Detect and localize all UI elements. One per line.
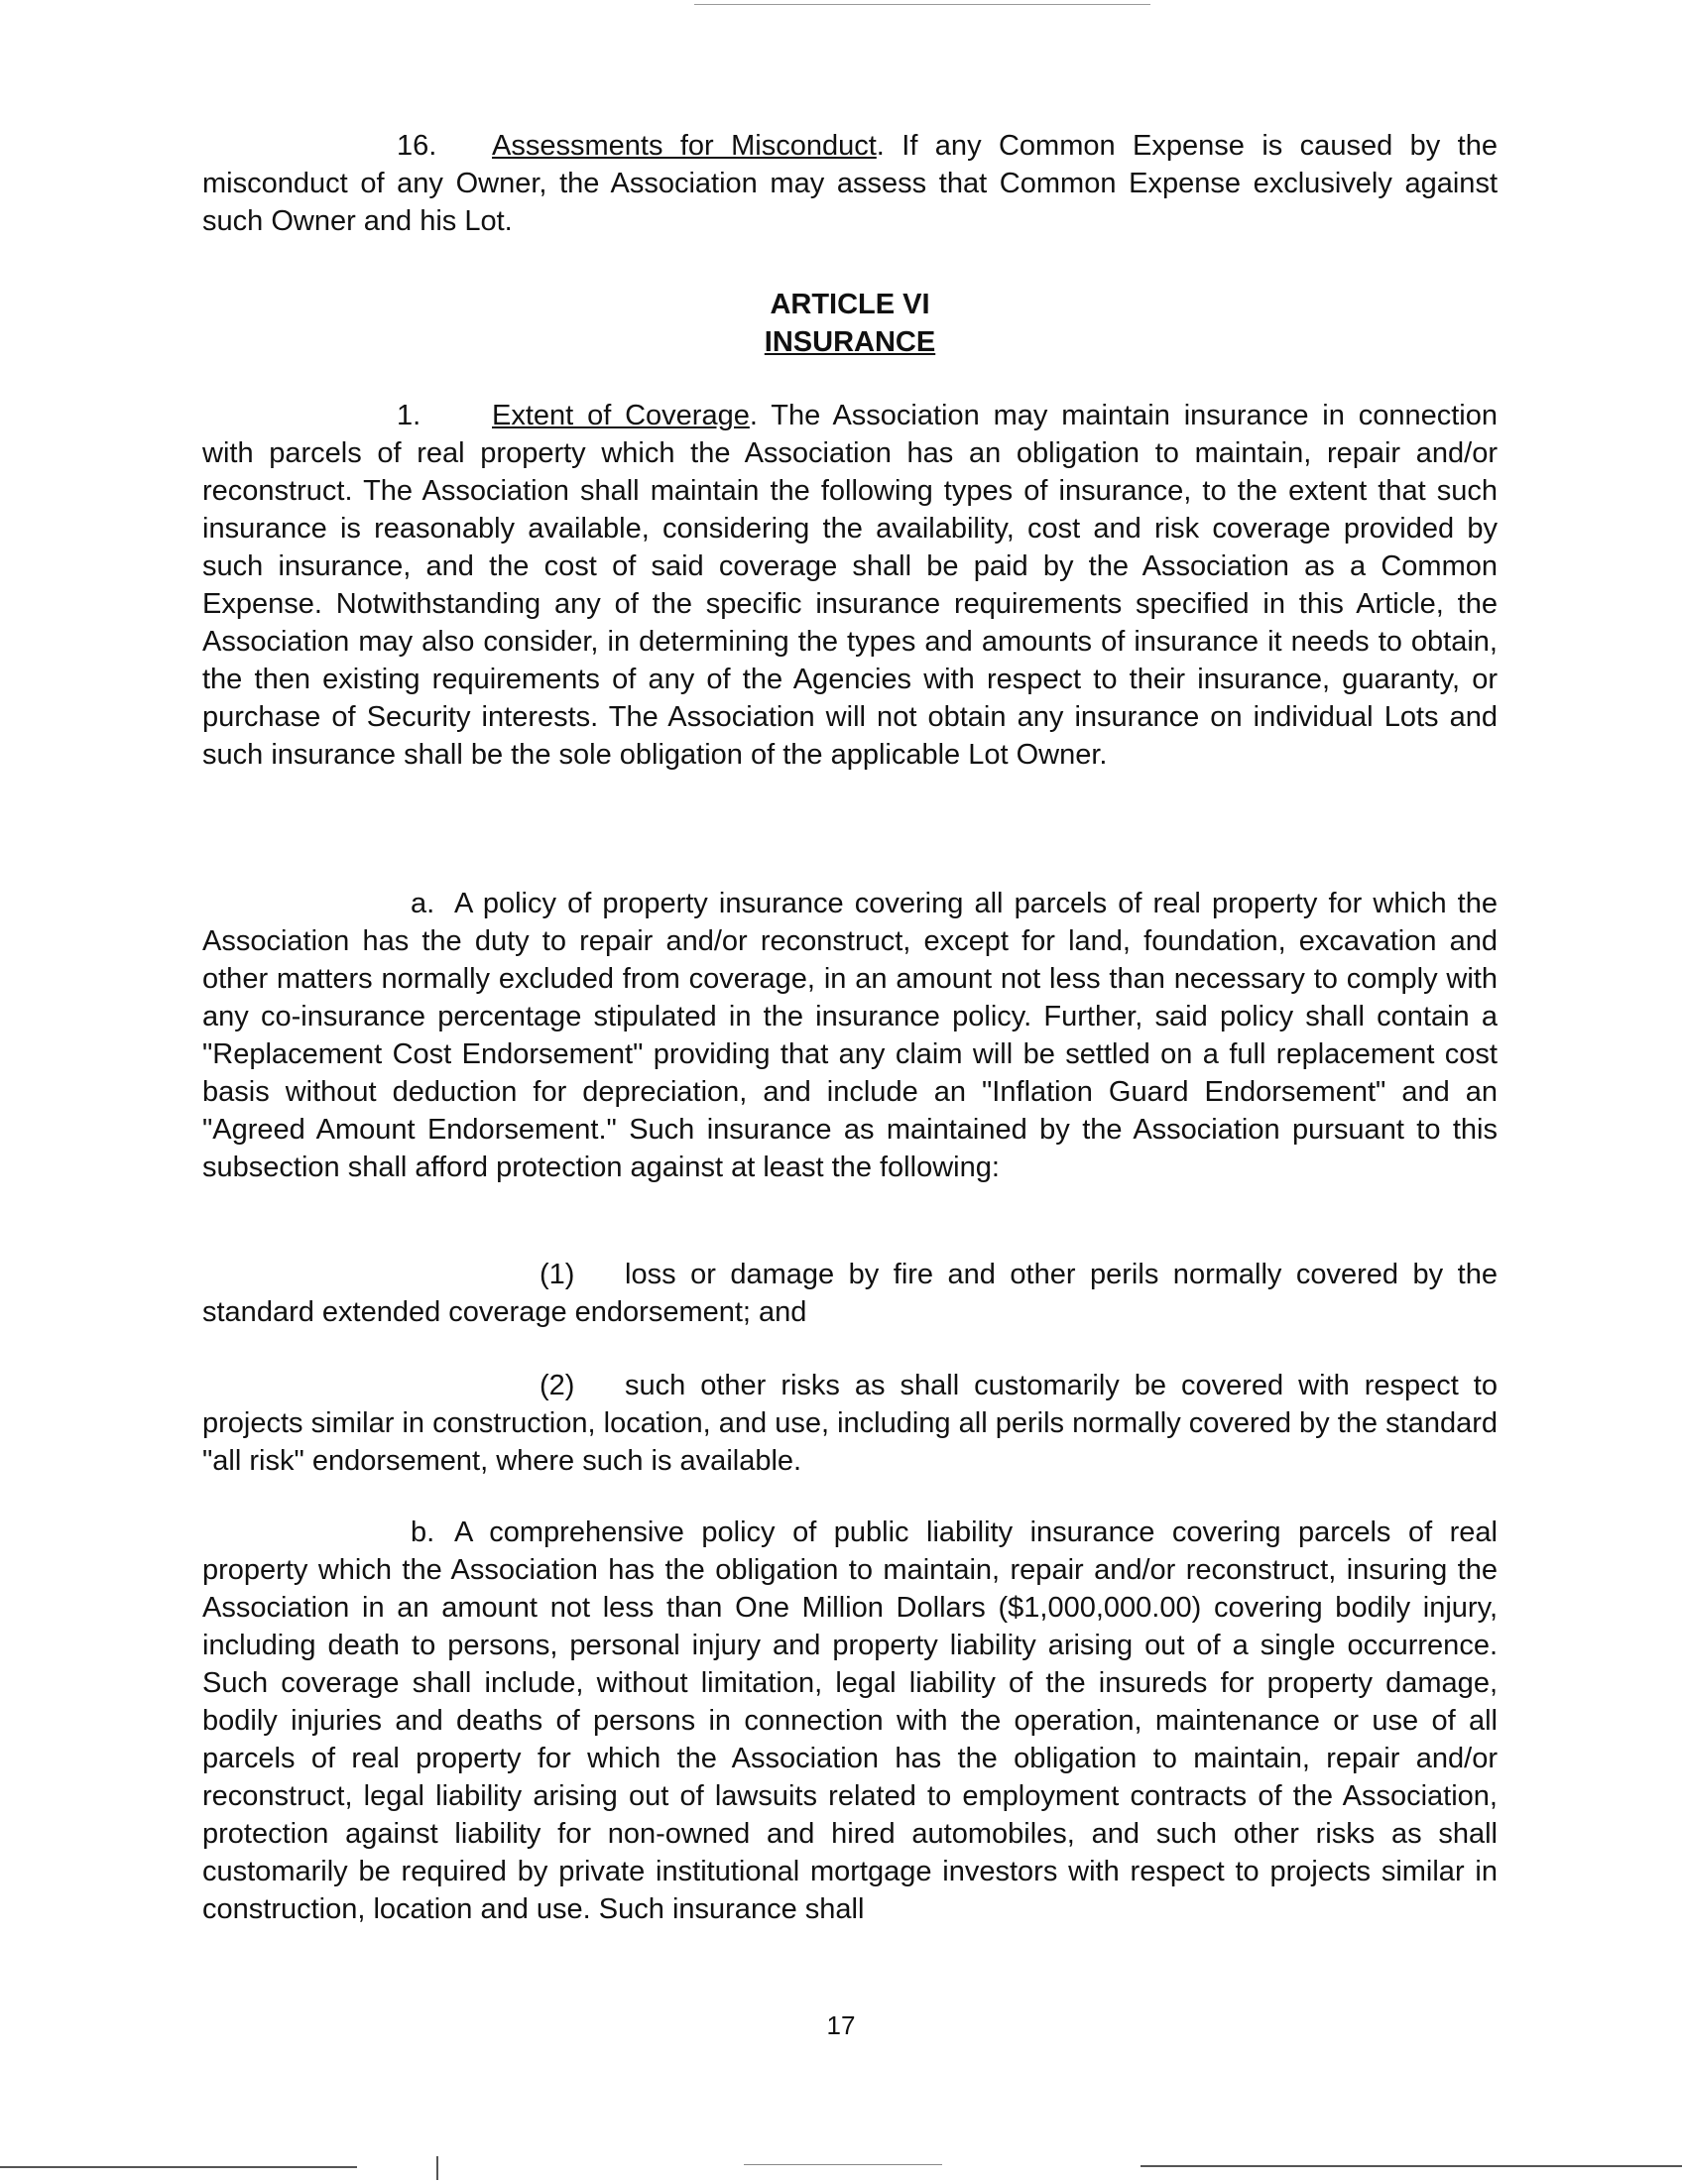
paragraph-a-letter: a.: [411, 888, 435, 919]
paragraph-1: [202, 397, 1498, 774]
item-1: [202, 1256, 1498, 1331]
paragraph-b-letter: b.: [411, 1517, 435, 1548]
article-label: ARTICLE VI: [770, 289, 930, 320]
paragraph-1-title: Extent of Coverage: [492, 400, 750, 431]
paragraph-16-number: 16.: [397, 130, 437, 162]
item-2: [202, 1367, 1498, 1480]
scan-artifact-tick: [436, 2156, 438, 2180]
item-2-text: such other risks as shall customarily be covered with respect to projects similar in construction, location, and use, including all perils normally covered by the standard "all risk" endorsement, where such is available.: [202, 1370, 1498, 1477]
paragraph-a-text: A policy of property insurance covering all parcels of real property for which the Association has the duty to repair and/or reconstruct, except for land, foundation, excavation and other matters normally excluded from coverage, in an amount not less than necessary to comply with any co-insurance percentage stipulated in the insurance policy. Further, said policy shall contain a "Replacement Cost Endorsement" providing that any claim will be settled on a full replacement cost basis without deduction for depreciation, and include an "Inflation Guard Endorsement" and an "Agreed Amount Endorsement." Such insurance as maintained by the Association pursuant to this subsection shall afford protection against at least the following:: [202, 888, 1498, 1183]
article-title: [202, 323, 1498, 361]
paragraph-16-title: Assessments for Misconduct: [492, 130, 877, 162]
paragraph-b: [202, 1514, 1498, 1928]
scan-artifact-bottom-mid: [744, 2164, 942, 2165]
item-2-number: (2): [540, 1370, 575, 1401]
scan-artifact-top: [694, 4, 1150, 5]
item-1-text: loss or damage by fire and other perils normally covered by the standard extended coverage endorsement; and: [202, 1259, 1498, 1328]
paragraph-1-number: 1.: [397, 400, 421, 431]
item-1-number: (1): [540, 1259, 575, 1290]
scan-artifact-bottom-right: [1141, 2165, 1682, 2167]
paragraph-b-text: A comprehensive policy of public liability insurance covering parcels of real property which the Association has the obligation to maintain, repair and/or reconstruct, insuring the Association in an amount not less than One Million Dollars ($1,000,000.00) covering bodily injury, including death to persons, personal injury and property liability arising out of a single occurrence. Such coverage shall include, without limitation, legal liability of the insureds for property damage, bodily injuries and deaths of persons in connection with the operation, maintenance or use of all parcels of real property for which the Association has the obligation to maintain, repair and/or reconstruct, legal liability arising out of lawsuits related to employment contracts of the Association, protection against liability for non-owned and hired automobiles, and such other risks as shall customarily be required by private institutional mortgage investors with respect to projects similar in construction, location and use. Such insurance shall: [202, 1517, 1498, 1925]
scan-artifact-bottom-left: [0, 2166, 357, 2168]
paragraph-1-text: . The Association may maintain insurance in connection with parcels of real property which the Association has an obligation to maintain, repair and/or reconstruct. The Association shall maintain the following types of insurance, to the extent that such insurance is reasonably available, considering the availability, cost and risk coverage provided by such insurance, and the cost of said coverage shall be paid by the Association as a Common Expense. Notwithstanding any of the specific insurance requirements specified in this Article, the Association may also consider, in determining the types and amounts of insurance it needs to obtain, the then existing requirements of any of the Agencies with respect to their insurance, guaranty, or purchase of Security interests. The Association will not obtain any insurance on individual Lots and such insurance shall be the sole obligation of the applicable Lot Owner.: [202, 400, 1498, 771]
article-title-text: INSURANCE: [764, 326, 936, 358]
paragraph-a: [202, 885, 1498, 1186]
paragraph-16-text: . If any Common Expense is caused by the misconduct of any Owner, the Association may assess that Common Expense exclusively against such Owner and his Lot.: [202, 130, 1498, 237]
page-number: 17: [826, 2010, 856, 2040]
paragraph-16: [202, 127, 1498, 240]
